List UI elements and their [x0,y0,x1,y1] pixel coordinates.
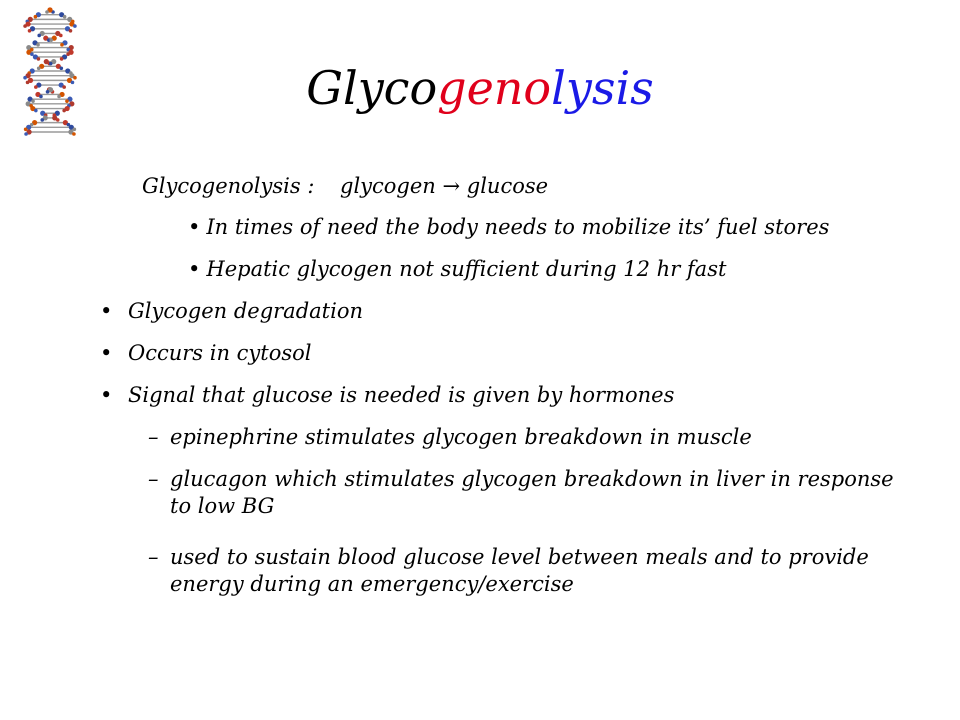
bullet-icon: • [188,257,201,281]
bullet-icon: • [100,383,113,407]
bullet-text: Signal that glucose is needed is given by hormones [128,383,675,407]
sub-point-text: In times of need the body needs to mobilize its’ fuel stores [206,215,830,239]
bullet-icon: • [100,299,113,323]
sub-point-text: Hepatic glycogen not sufficient during 12 hr fast [206,257,727,281]
bullet-item [100,340,312,367]
definition-equation: glycogen → glucose [340,174,549,198]
definition-line [142,173,548,200]
bullet-item [100,382,674,409]
title-part-1: Glyco [306,61,438,115]
bullet-text: Glycogen degradation [128,299,363,323]
dash-item-text: glucagon which stimulates glycogen breakdown in liver in response to low BG [170,467,894,518]
dash-icon: – [148,425,159,449]
sub-point [188,256,726,283]
dash-item-text: epinephrine stimulates glycogen breakdown in muscle [170,425,752,449]
slide-title [0,58,960,118]
bullet-icon: • [100,341,113,365]
title-part-2: geno [437,61,552,115]
bullet-icon: • [188,215,201,239]
dash-icon: – [148,545,159,569]
dash-icon: – [148,467,159,491]
definition-term: Glycogenolysis : [142,174,315,198]
title-part-3: lysis [551,61,654,115]
bullet-item [100,298,363,325]
dash-item-text: used to sustain blood glucose level between meals and to provide energy during an emergency/exercise [170,545,869,596]
bullet-text: Occurs in cytosol [128,341,312,365]
sub-point [188,214,829,241]
